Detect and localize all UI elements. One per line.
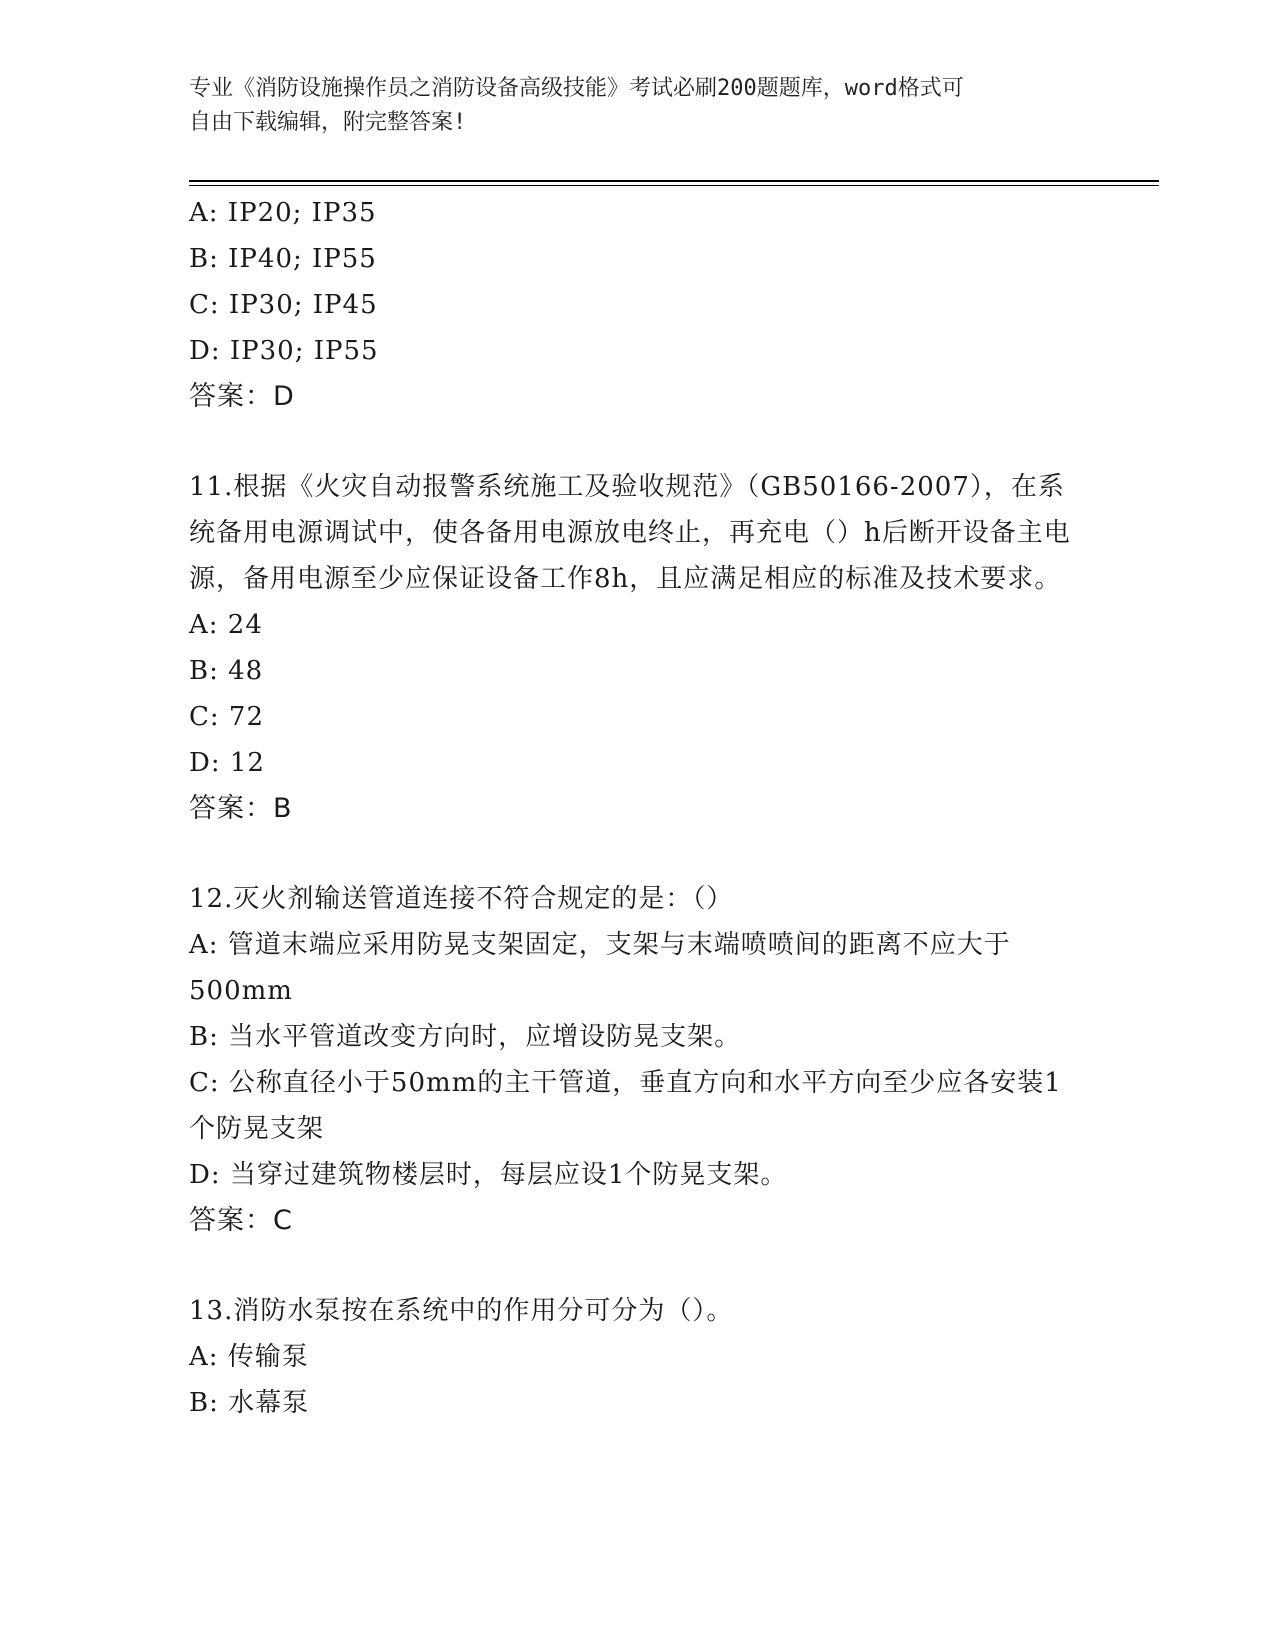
document-header: [189, 72, 1089, 140]
question-text: 12.灭火剂输送管道连接不符合规定的是：（）: [189, 884, 734, 914]
option-b: B: 当水平管道改变方向时，应增设防晃支架。: [189, 1022, 742, 1052]
question-11-block: [189, 464, 1089, 832]
option-a: A: 24: [189, 610, 263, 640]
option-a: A: 传输泵: [189, 1342, 309, 1372]
option-d: D: 12: [189, 748, 265, 778]
question-text: 11.根据《火灾自动报警系统施工及验收规范》（GB50166-2007），在系统备用电源调试中，使各备用电源放电终止，再充电（）h后断开设备主电源，备用电源至少应保证设备工作8h，且应满足相应的标准及技术要求。: [189, 472, 1071, 594]
question-10-block: [189, 190, 1089, 420]
question-text: 13.消防水泵按在系统中的作用分可分为（）。: [189, 1296, 734, 1326]
option-c: C: 公称直径小于50mm的主干管道，垂直方向和水平方向至少应各安装1个防晃支架: [189, 1068, 1062, 1144]
option-d: D: IP30; IP55: [189, 336, 379, 366]
answer: 答案：C: [189, 1205, 293, 1236]
option-d: D: 当穿过建筑物楼层时，每层应设1个防晃支架。: [189, 1160, 788, 1190]
document-body: [189, 190, 1089, 1426]
question-13-block: [189, 1288, 1089, 1426]
option-c: C: IP30; IP45: [189, 290, 378, 320]
option-a: A: 管道末端应采用防晃支架固定，支架与末端喷喷间的距离不应大于500mm: [189, 930, 1011, 1006]
divider-thick-line: [189, 180, 1159, 182]
option-a: A: IP20; IP35: [189, 198, 377, 228]
header-line-1: 专业《消防设施操作员之消防设备高级技能》考试必刷200题题库，word格式可: [189, 76, 964, 101]
question-12-block: [189, 876, 1089, 1244]
option-b: B: 水幕泵: [189, 1388, 310, 1418]
answer: 答案：B: [189, 793, 293, 824]
header-divider: [189, 180, 1159, 186]
header-line-2: 自由下载编辑，附完整答案!: [189, 110, 467, 135]
divider-thin-line: [189, 185, 1159, 186]
option-c: C: 72: [189, 702, 265, 732]
option-b: B: IP40; IP55: [189, 244, 377, 274]
answer: 答案：D: [189, 381, 295, 412]
option-b: B: 48: [189, 656, 264, 686]
